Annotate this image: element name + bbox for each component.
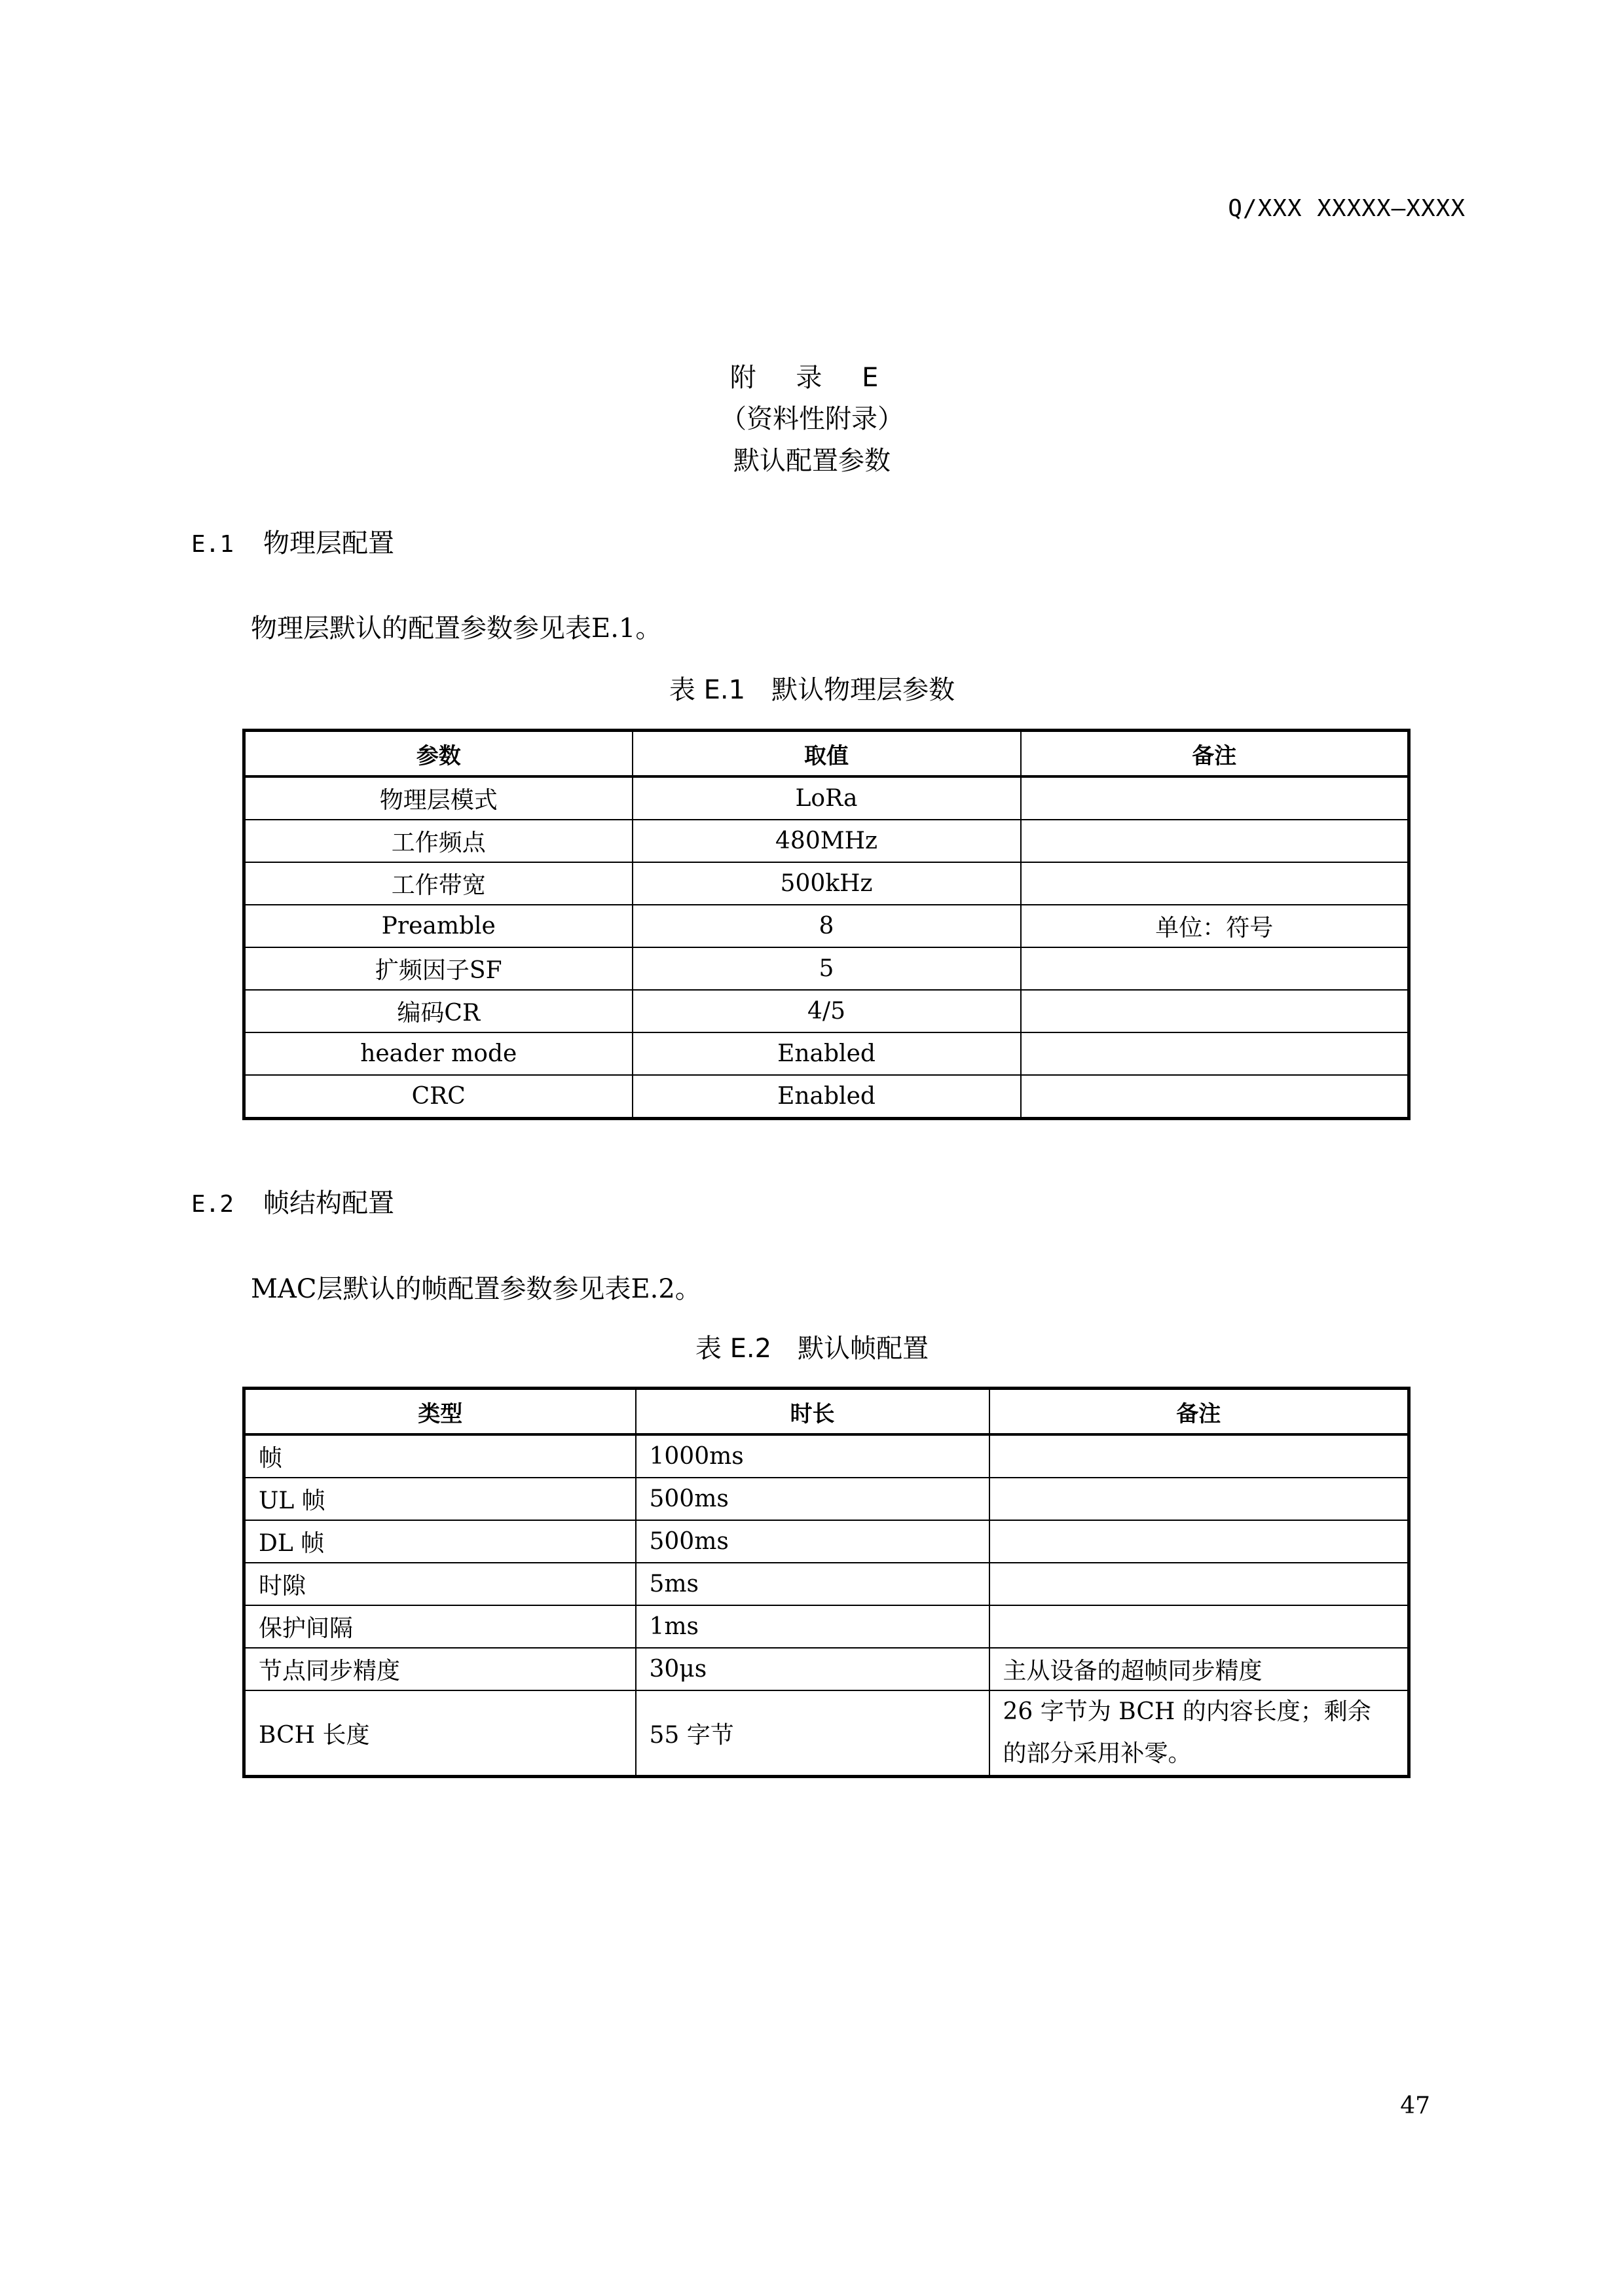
document-number: Q/XXX XXXXX—XXXX (1228, 195, 1466, 222)
table-cell: 单位：符号 (1021, 905, 1409, 947)
table-row (244, 1520, 1409, 1563)
section-heading-e2 (191, 1182, 394, 1220)
table-cell: 55 字节 (636, 1690, 989, 1777)
table-row (244, 1605, 1409, 1648)
column-header: 备注 (989, 1389, 1409, 1435)
table-cell: 1ms (636, 1605, 989, 1648)
section-number: E.1 (191, 531, 234, 558)
appendix-title: 附 录 E (729, 363, 895, 393)
column-header: 取值 (633, 731, 1021, 777)
table-cell: header mode (244, 1032, 633, 1075)
column-header: 时长 (636, 1389, 989, 1435)
table-row (244, 776, 1409, 820)
table-cell: 主从设备的超帧同步精度 (989, 1648, 1409, 1690)
table-cell: LoRa (633, 776, 1021, 820)
table-row (244, 1478, 1409, 1520)
table-cell (1021, 776, 1409, 820)
table-cell: 1000ms (636, 1434, 989, 1478)
table-header-row (244, 1389, 1409, 1435)
table-row (244, 905, 1409, 947)
table-row (244, 1563, 1409, 1605)
table-cell: Preamble (244, 905, 633, 947)
table-cell: 时隙 (244, 1563, 636, 1605)
frame-config-table (242, 1387, 1411, 1778)
table-row (244, 1075, 1409, 1119)
table-cell: 帧 (244, 1434, 636, 1478)
table-cell: 保护间隔 (244, 1605, 636, 1648)
table-cell: 工作带宽 (244, 862, 633, 905)
table-cell (1021, 820, 1409, 862)
table-row (244, 1690, 1409, 1777)
column-header: 备注 (1021, 731, 1409, 777)
table-cell: DL 帧 (244, 1520, 636, 1563)
column-header: 类型 (244, 1389, 636, 1435)
table-header-row (244, 731, 1409, 777)
column-header: 参数 (244, 731, 633, 777)
table-cell: 5 (633, 947, 1021, 990)
table-caption-e1: 表 E.1 默认物理层参数 (669, 675, 955, 705)
page-number: 47 (1400, 2092, 1430, 2119)
table-cell: 5ms (636, 1563, 989, 1605)
table-cell (1021, 1075, 1409, 1119)
table-cell (1021, 947, 1409, 990)
table-cell: 物理层模式 (244, 776, 633, 820)
table-cell: Enabled (633, 1075, 1021, 1119)
section-heading-e1 (191, 522, 394, 560)
table-row (244, 947, 1409, 990)
appendix-name: 默认配置参数 (733, 446, 891, 476)
section-paragraph-e2: MAC层默认的帧配置参数参见表E.2。 (251, 1274, 701, 1304)
table-cell: 编码CR (244, 990, 633, 1032)
table-cell (1021, 862, 1409, 905)
table-cell: 500ms (636, 1520, 989, 1563)
section-title: 物理层配置 (263, 528, 394, 558)
table-caption-e2: 表 E.2 默认帧配置 (695, 1334, 929, 1364)
table-cell: 480MHz (633, 820, 1021, 862)
table-cell (989, 1605, 1409, 1648)
table-cell (1021, 990, 1409, 1032)
table-row (244, 1434, 1409, 1478)
table-cell: UL 帧 (244, 1478, 636, 1520)
appendix-subtitle: （资料性附录） (720, 404, 904, 434)
table-cell: 500kHz (633, 862, 1021, 905)
physical-layer-table (242, 729, 1411, 1120)
table-cell (989, 1478, 1409, 1520)
table-cell: 500ms (636, 1478, 989, 1520)
table-cell (1021, 1032, 1409, 1075)
table-cell: 扩频因子SF (244, 947, 633, 990)
section-number: E.2 (191, 1191, 234, 1218)
table-row (244, 1648, 1409, 1690)
table-cell: 30μs (636, 1648, 989, 1690)
table-cell: 26 字节为 BCH 的内容长度；剩余的部分采用补零。 (989, 1690, 1409, 1777)
table-row (244, 990, 1409, 1032)
table-row (244, 862, 1409, 905)
section-title: 帧结构配置 (263, 1188, 394, 1218)
table-cell: 8 (633, 905, 1021, 947)
table-cell: 工作频点 (244, 820, 633, 862)
table-cell (989, 1563, 1409, 1605)
table-row (244, 820, 1409, 862)
table-cell: 4/5 (633, 990, 1021, 1032)
table-cell (989, 1520, 1409, 1563)
table-cell: CRC (244, 1075, 633, 1119)
table-cell: Enabled (633, 1032, 1021, 1075)
table-cell: BCH 长度 (244, 1690, 636, 1777)
table-cell (989, 1434, 1409, 1478)
table-cell: 节点同步精度 (244, 1648, 636, 1690)
section-paragraph-e1: 物理层默认的配置参数参见表E.1。 (251, 613, 662, 644)
table-row (244, 1032, 1409, 1075)
